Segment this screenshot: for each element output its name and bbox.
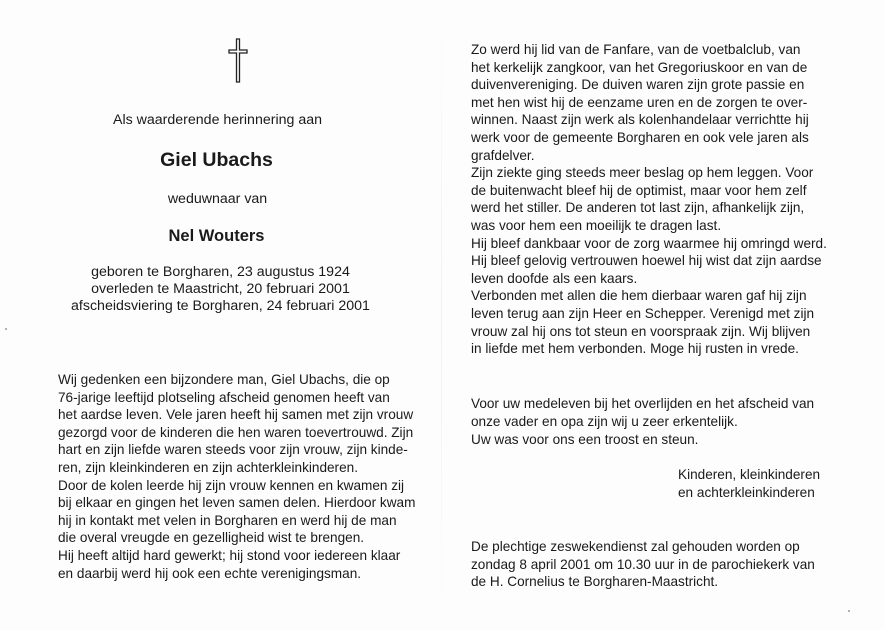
scan-speck <box>848 610 850 612</box>
body-line: grafdelver. <box>471 147 535 163</box>
body-line: met hen wist hij de eenzame uren en de zorgen te over- <box>471 94 808 110</box>
service-line: De plechtige zeswekendienst zal gehouden worden op <box>471 539 800 554</box>
signature-line: en achterkleinkinderen <box>678 485 815 500</box>
body-line: hart en zijn liefde waren steeds voor zijn vrouw, zijn kinde- <box>58 442 408 458</box>
funeral-line: afscheidsviering te Borgharen, 24 februari 2001 <box>71 298 370 314</box>
left-body-text <box>58 371 415 582</box>
fold-line <box>441 0 442 630</box>
deceased-name: Giel Ubachs <box>160 149 273 171</box>
intro-text: Als waarderende herinnering aan <box>112 112 322 128</box>
service-announcement <box>471 538 815 591</box>
body-line: gezorgd voor de kinderen die hen waren toevertrouwd. Zijn <box>58 424 414 440</box>
body-line: het aardse leven. Vele jaren heeft hij samen met zijn vrouw <box>58 407 414 423</box>
body-line: Hij bleef gelovig vertrouwen hoewel hij wist dat zijn aardse <box>471 253 822 269</box>
body-line: duivenvereniging. De duiven waren zijn grote passie en <box>471 77 805 93</box>
body-line: Zijn ziekte ging steeds meer beslag op hem leggen. Voor <box>471 165 814 181</box>
thanks-line: onze vader en opa zijn wij u zeer erkentelijk. <box>471 414 738 429</box>
signature-line: Kinderen, kleinkinderen <box>678 467 821 482</box>
body-line: Wij gedenken een bijzondere man, Giel Ubachs, die op <box>58 372 390 387</box>
death-line: overleden te Maastricht, 20 februari 2001 <box>91 281 350 297</box>
thanks-text <box>471 395 814 449</box>
life-dates <box>0 264 441 315</box>
scan-speck <box>5 328 7 330</box>
birth-line: geboren te Borgharen, 23 augustus 1924 <box>91 264 350 280</box>
body-line: Hij bleef dankbaar voor de zorg waarmee hij omringd werd. <box>471 235 827 251</box>
body-line: Verbonden met allen die hem dierbaar waren gaf hij zijn <box>471 288 807 304</box>
body-line: de buitenwacht bleef hij de optimist, maar voor hem zelf <box>471 182 807 198</box>
thanks-line: Voor uw medeleven bij het overlijden en het afscheid van <box>471 396 815 411</box>
body-line: bij elkaar en gingen het leven samen delen. Hierdoor kwam <box>58 495 416 511</box>
widower-of-text: weduwnaar van <box>167 191 268 207</box>
cross-icon <box>228 38 248 83</box>
body-line: in liefde met hem verbonden. Moge hij rusten in vrede. <box>471 341 799 357</box>
body-line: leven terug aan zijn Heer en Schepper. Verenigd met zijn <box>471 305 815 321</box>
spouse-name: Nel Wouters <box>168 227 265 245</box>
body-line: ren, zijn kleinkinderen en zijn achterkleinkinderen. <box>58 459 358 475</box>
body-line: was voor hem een moeilijk te dragen last. <box>471 217 722 233</box>
body-line: werd het stiller. De anderen tot last zijn, afhankelijk zijn, <box>471 200 805 216</box>
body-line: en daarbij werd hij ook een echte verenigingsman. <box>58 565 362 581</box>
body-line: vrouw zal hij ons tot steun en voorspraak zijn. Wij blijven <box>471 323 811 339</box>
thanks-line: Uw was voor ons een troost en steun. <box>471 432 699 447</box>
body-line: Hij heeft altijd hard gewerkt; hij stond voor iedereen klaar <box>58 547 401 563</box>
right-body-text <box>471 41 827 358</box>
service-line: zondag 8 april 2001 om 10.30 uur in de parochiekerk van <box>471 556 815 572</box>
body-line: die overal vreugde en gezelligheid wist te brengen. <box>58 530 365 546</box>
body-line: 76-jarige leeftijd plotseling afscheid genomen heeft van <box>58 389 390 405</box>
family-signature <box>678 466 820 502</box>
body-line: Zo werd hij lid van de Fanfare, van de voetbalclub, van <box>471 42 801 57</box>
body-line: Door de kolen leerde hij zijn vrouw kennen en kwamen zij <box>58 477 405 493</box>
body-line: werk voor de gemeente Borgharen en ook vele jaren als <box>471 129 809 145</box>
body-line: leven doofde als een kaars. <box>471 270 638 286</box>
body-line: hij in kontakt met velen in Borgharen en werd hij de man <box>58 512 397 528</box>
body-line: winnen. Naast zijn werk als kolenhandelaar verrichtte hij <box>471 112 809 128</box>
service-line: de H. Cornelius te Borgharen-Maastricht. <box>471 574 719 590</box>
body-line: het kerkelijk zangkoor, van het Gregoriuskoor en van de <box>471 59 808 75</box>
